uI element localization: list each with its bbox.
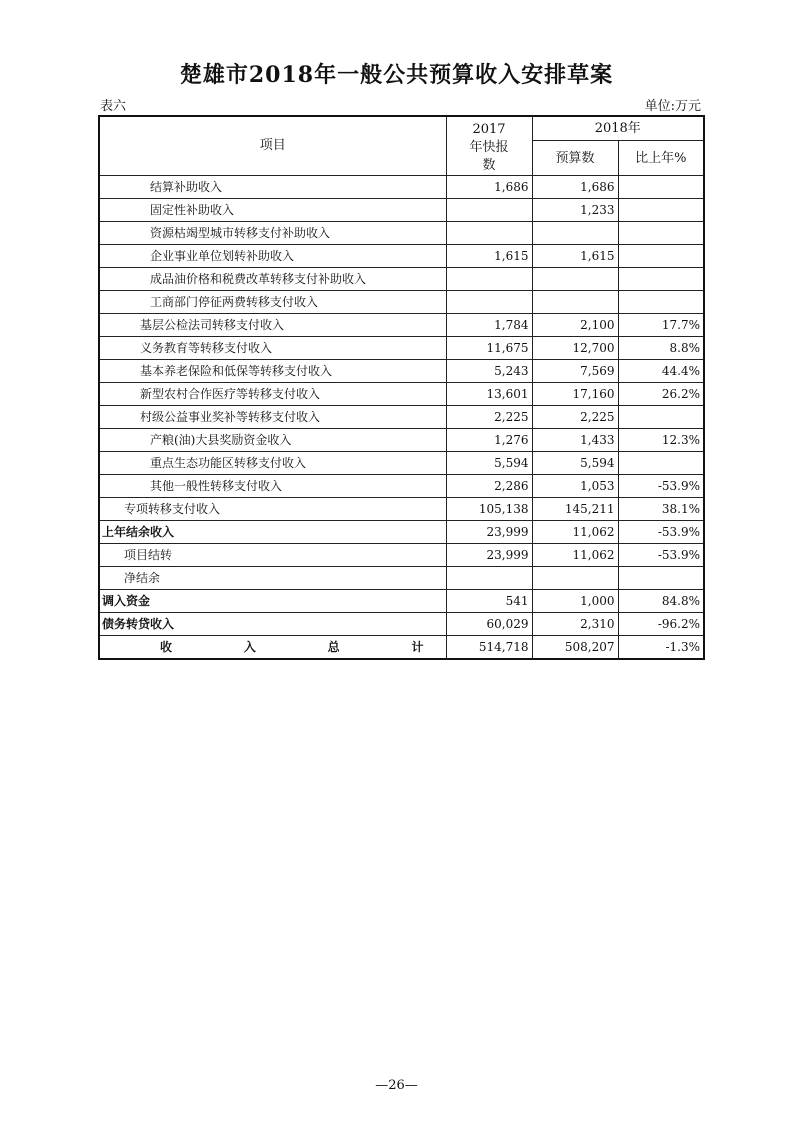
page-number: —26— <box>375 1078 418 1093</box>
row-ratio-value: -53.9% <box>618 544 704 567</box>
row-ratio-value: 26.2% <box>618 383 704 406</box>
row-budget-value: 1,233 <box>532 199 618 222</box>
total-label <box>99 636 446 660</box>
row-label: 村级公益事业奖补等转移支付收入 <box>99 406 446 429</box>
row-label: 调入资金 <box>99 590 446 613</box>
table-row <box>99 406 704 429</box>
header-budget: 预算数 <box>532 141 618 176</box>
total-label-char: 收 <box>160 640 173 654</box>
total-label-char: 计 <box>411 640 424 654</box>
total-budget: 508,207 <box>532 636 618 660</box>
row-budget-value <box>532 268 618 291</box>
row-budget-value: 1,053 <box>532 475 618 498</box>
row-ratio-value: 44.4% <box>618 360 704 383</box>
row-budget-value <box>532 222 618 245</box>
unit-label: 单位:万元 <box>644 99 701 114</box>
row-budget-value: 1,686 <box>532 176 618 199</box>
row-ratio-value <box>618 222 704 245</box>
row-budget-value: 7,569 <box>532 360 618 383</box>
row-2017-value: 60,029 <box>446 613 532 636</box>
table-row <box>99 521 704 544</box>
table-row <box>99 314 704 337</box>
row-label: 企业事业单位划转补助收入 <box>99 245 446 268</box>
table-row <box>99 429 704 452</box>
row-ratio-value <box>618 268 704 291</box>
total-2017: 514,718 <box>446 636 532 660</box>
row-2017-value: 1,686 <box>446 176 532 199</box>
table-row <box>99 613 704 636</box>
row-2017-value: 23,999 <box>446 544 532 567</box>
row-2017-value: 11,675 <box>446 337 532 360</box>
row-budget-value: 1,000 <box>532 590 618 613</box>
row-2017-value: 1,615 <box>446 245 532 268</box>
row-2017-value: 1,784 <box>446 314 532 337</box>
row-ratio-value: -96.2% <box>618 613 704 636</box>
table-row <box>99 544 704 567</box>
row-budget-value <box>532 291 618 314</box>
row-ratio-value <box>618 291 704 314</box>
table-row <box>99 360 704 383</box>
row-label: 上年结余收入 <box>99 521 446 544</box>
row-ratio-value: -53.9% <box>618 475 704 498</box>
row-label: 资源枯竭型城市转移支付补助收入 <box>99 222 446 245</box>
table-row <box>99 268 704 291</box>
table-label: 表六 <box>100 99 127 114</box>
header-2017-text: 2017年快报数 <box>469 122 509 173</box>
row-ratio-value <box>618 176 704 199</box>
row-label: 产粮(油)大县奖励资金收入 <box>99 429 446 452</box>
row-ratio-value: 12.3% <box>618 429 704 452</box>
row-budget-value: 12,700 <box>532 337 618 360</box>
row-label: 义务教育等转移支付收入 <box>99 337 446 360</box>
budget-table <box>98 115 705 660</box>
row-label: 其他一般性转移支付收入 <box>99 475 446 498</box>
header-2017 <box>446 116 532 176</box>
row-budget-value: 5,594 <box>532 452 618 475</box>
table-row <box>99 337 704 360</box>
table-row <box>99 475 704 498</box>
row-2017-value: 23,999 <box>446 521 532 544</box>
total-label-char: 总 <box>327 640 340 654</box>
row-ratio-value <box>618 567 704 590</box>
row-budget-value: 11,062 <box>532 521 618 544</box>
total-label-char: 入 <box>243 640 256 654</box>
row-budget-value <box>532 567 618 590</box>
row-label: 工商部门停征两费转移支付收入 <box>99 291 446 314</box>
row-label: 重点生态功能区转移支付收入 <box>99 452 446 475</box>
row-2017-value <box>446 199 532 222</box>
row-2017-value: 1,276 <box>446 429 532 452</box>
table-row <box>99 590 704 613</box>
table-row <box>99 245 704 268</box>
row-budget-value: 2,310 <box>532 613 618 636</box>
table-row <box>99 176 704 199</box>
header-2018: 2018年 <box>532 116 704 141</box>
row-2017-value: 2,225 <box>446 406 532 429</box>
table-row <box>99 291 704 314</box>
row-label: 项目结转 <box>99 544 446 567</box>
table-row <box>99 567 704 590</box>
row-ratio-value <box>618 245 704 268</box>
row-label: 净结余 <box>99 567 446 590</box>
row-budget-value: 2,100 <box>532 314 618 337</box>
row-ratio-value: 84.8% <box>618 590 704 613</box>
row-label: 债务转贷收入 <box>99 613 446 636</box>
table-row <box>99 498 704 521</box>
row-label: 基本养老保险和低保等转移支付收入 <box>99 360 446 383</box>
row-2017-value: 13,601 <box>446 383 532 406</box>
row-ratio-value: 38.1% <box>618 498 704 521</box>
row-budget-value: 145,211 <box>532 498 618 521</box>
row-2017-value <box>446 567 532 590</box>
table-row <box>99 383 704 406</box>
row-2017-value <box>446 268 532 291</box>
row-ratio-value: -53.9% <box>618 521 704 544</box>
row-label: 成品油价格和税费改革转移支付补助收入 <box>99 268 446 291</box>
row-budget-value: 1,433 <box>532 429 618 452</box>
row-budget-value: 2,225 <box>532 406 618 429</box>
total-ratio: -1.3% <box>618 636 704 660</box>
row-2017-value: 5,594 <box>446 452 532 475</box>
row-ratio-value <box>618 406 704 429</box>
row-label: 新型农村合作医疗等转移支付收入 <box>99 383 446 406</box>
row-2017-value: 5,243 <box>446 360 532 383</box>
row-label: 专项转移支付收入 <box>99 498 446 521</box>
row-ratio-value: 8.8% <box>618 337 704 360</box>
row-ratio-value: 17.7% <box>618 314 704 337</box>
total-row <box>99 636 704 660</box>
row-2017-value: 105,138 <box>446 498 532 521</box>
row-budget-value: 11,062 <box>532 544 618 567</box>
row-ratio-value <box>618 452 704 475</box>
row-ratio-value <box>618 199 704 222</box>
row-label: 固定性补助收入 <box>99 199 446 222</box>
header-ratio: 比上年% <box>618 141 704 176</box>
row-2017-value <box>446 222 532 245</box>
row-label: 结算补助收入 <box>99 176 446 199</box>
row-2017-value <box>446 291 532 314</box>
row-budget-value: 1,615 <box>532 245 618 268</box>
table-row <box>99 199 704 222</box>
page-title: 楚雄市2018年一般公共预算收入安排草案 <box>179 62 614 88</box>
table-row <box>99 222 704 245</box>
row-2017-value: 541 <box>446 590 532 613</box>
header-item: 项目 <box>99 116 446 176</box>
row-budget-value: 17,160 <box>532 383 618 406</box>
row-label: 基层公检法司转移支付收入 <box>99 314 446 337</box>
row-2017-value: 2,286 <box>446 475 532 498</box>
table-row <box>99 452 704 475</box>
